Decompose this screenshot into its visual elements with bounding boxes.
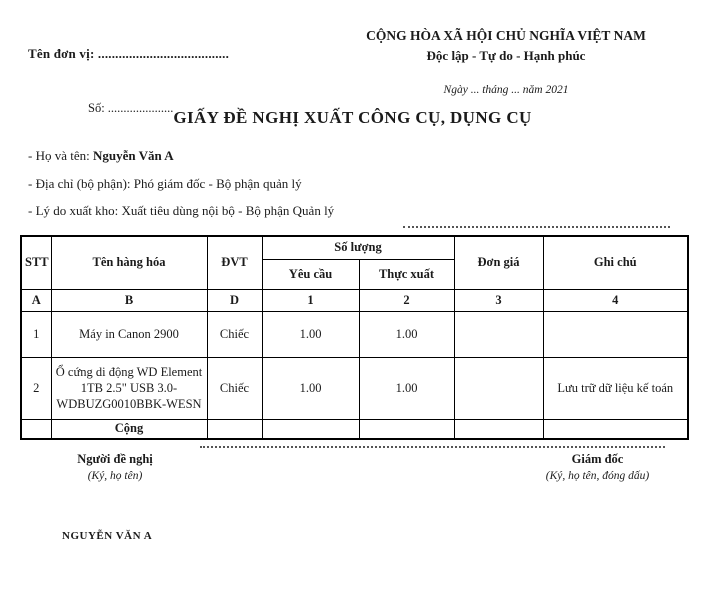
cell-empty	[454, 419, 543, 439]
table-row	[21, 311, 688, 357]
header-item-name: Tên hàng hóa	[51, 236, 207, 289]
national-motto-line2: Độc lập - Tự do - Hạnh phúc	[426, 48, 586, 63]
dotted-rule-top	[403, 226, 670, 228]
header-issued: Thực xuất	[359, 259, 454, 289]
column-code: 1	[262, 289, 359, 311]
cell-unit-price	[454, 311, 543, 357]
cell-requested: 1.00	[262, 311, 359, 357]
column-code: D	[207, 289, 262, 311]
info-line-name	[28, 148, 174, 164]
cell-item-name: Máy in Canon 2900	[51, 311, 207, 357]
column-code-row	[21, 289, 688, 311]
cell-empty	[543, 419, 688, 439]
header-requested: Yêu cầu	[262, 259, 359, 289]
cell-notes	[543, 311, 688, 357]
items-table	[20, 235, 689, 440]
cell-unit: Chiếc	[207, 357, 262, 419]
cell-empty	[21, 419, 51, 439]
info-line-address: - Địa chỉ (bộ phận): Phó giám đốc - Bộ phận quản lý	[28, 176, 302, 191]
header-stt: STT	[21, 236, 51, 289]
cell-notes: Lưu trữ dữ liệu kế toán	[543, 357, 688, 419]
national-motto-block	[350, 28, 662, 64]
requester-sign-note: (Ký, họ tên)	[87, 470, 143, 482]
name-label: - Họ và tên:	[28, 148, 93, 163]
requester-title: Người đề nghị	[77, 452, 153, 466]
header-unit-price: Đơn giá	[454, 236, 543, 289]
column-code: 2	[359, 289, 454, 311]
cell-unit-price	[454, 357, 543, 419]
table-row	[21, 357, 688, 419]
page-title: GIẤY ĐỀ NGHỊ XUẤT CÔNG CỤ, DỤNG CỤ	[173, 108, 532, 127]
cell-stt: 1	[21, 311, 51, 357]
total-label: Cộng	[51, 419, 207, 439]
header-unit: ĐVT	[207, 236, 262, 289]
cell-requested: 1.00	[262, 357, 359, 419]
cell-empty	[359, 419, 454, 439]
header-quantity-group: Số lượng	[262, 236, 454, 259]
requester-signed-name: NGUYỄN VĂN A	[62, 530, 153, 542]
column-code: B	[51, 289, 207, 311]
signature-block-director	[515, 452, 680, 482]
cell-item-name: Ổ cứng di động WD Element 1TB 2.5" USB 3.0-WDBUZG0010BBK-WESN	[51, 357, 207, 419]
column-code: 3	[454, 289, 543, 311]
cell-stt: 2	[21, 357, 51, 419]
column-code: 4	[543, 289, 688, 311]
table-total-row	[21, 419, 688, 439]
signature-block-requester	[50, 452, 180, 482]
name-value: Nguyễn Văn A	[92, 148, 174, 163]
dotted-rule-bottom	[200, 446, 665, 448]
cell-issued: 1.00	[359, 311, 454, 357]
director-title: Giám đốc	[571, 452, 624, 466]
header-notes: Ghi chú	[543, 236, 688, 289]
info-line-reason: - Lý do xuất kho: Xuất tiêu dùng nội bộ - Bộ phận Quản lý	[28, 203, 335, 218]
cell-empty	[207, 419, 262, 439]
cell-empty	[262, 419, 359, 439]
cell-unit: Chiếc	[207, 311, 262, 357]
director-sign-note: (Ký, họ tên, đóng dấu)	[545, 470, 650, 482]
column-code: A	[21, 289, 51, 311]
cell-issued: 1.00	[359, 357, 454, 419]
national-motto-line1: CỘNG HÒA XÃ HỘI CHỦ NGHĨA VIỆT NAM	[366, 28, 646, 43]
document-number-line: Số: .....................	[88, 101, 174, 115]
date-line: Ngày ... tháng ... năm 2021	[443, 84, 569, 96]
table-header-row-1	[21, 236, 688, 259]
unit-name-line: Tên đơn vị: ......................................	[28, 46, 230, 61]
